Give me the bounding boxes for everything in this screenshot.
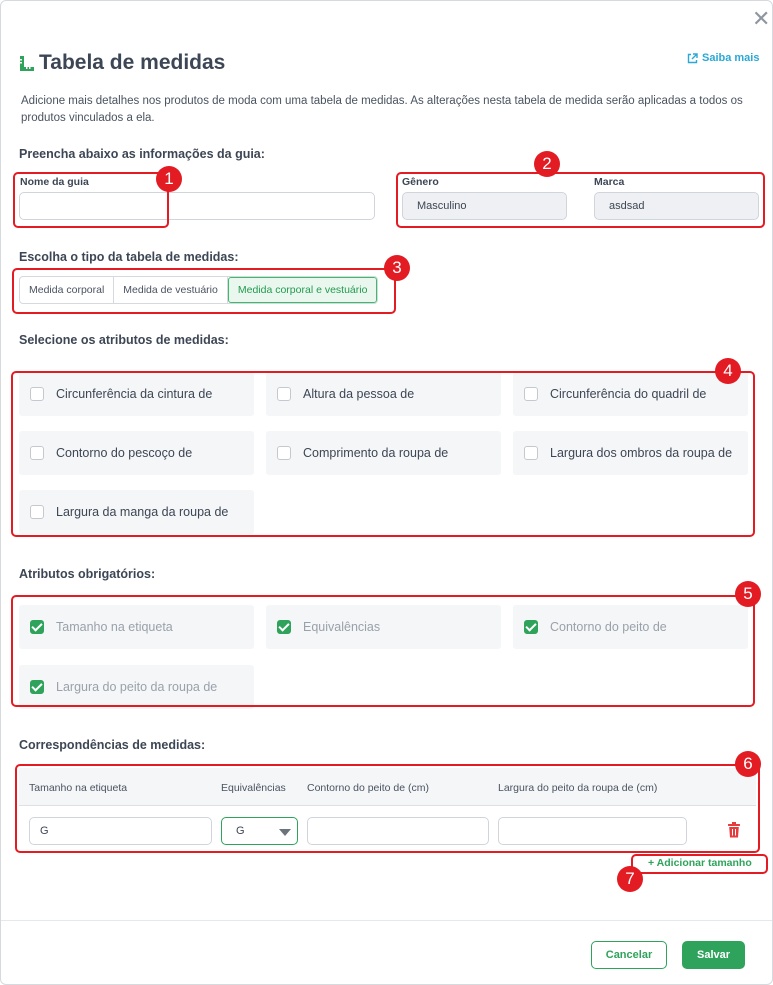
attribute-label: Largura da manga da roupa de	[56, 505, 229, 519]
attribute-label: Circunferência do quadril de	[550, 387, 707, 401]
gender-field: Masculino	[402, 192, 567, 220]
annotation-box-6	[15, 764, 760, 853]
annotation-box-3	[12, 268, 396, 314]
attribute-label: Largura dos ombros da roupa de	[550, 446, 733, 460]
attribute-label: Contorno do peito de	[550, 620, 667, 634]
table-type-option-clothing[interactable]: Medida de vestuário	[114, 277, 228, 303]
cancel-button[interactable]: Cancelar	[591, 941, 667, 969]
footer-divider	[1, 920, 772, 921]
help-link[interactable]	[687, 52, 759, 64]
gender-label: Gênero	[402, 176, 439, 188]
table-type-option-both[interactable]: Medida corporal e vestuário	[228, 277, 378, 303]
add-size-button[interactable]: + Adicionar tamanho	[648, 857, 752, 869]
annotation-marker-7: 7	[617, 866, 643, 892]
guide-name-label: Nome da guia	[20, 176, 89, 188]
external-link-icon	[687, 53, 698, 64]
attribute-label: Circunferência da cintura de	[56, 387, 213, 401]
annotation-marker-1: 1	[156, 166, 182, 192]
annotation-marker-5: 5	[735, 581, 761, 607]
attribute-label: Equivalências	[303, 620, 381, 634]
correspondences-title: Correspondências de medidas:	[19, 738, 206, 752]
annotation-marker-4: 4	[715, 358, 741, 384]
equivalence-value: G	[236, 825, 245, 837]
annotation-marker-6: 6	[735, 751, 761, 777]
guide-info-title: Preencha abaixo as informações da guia:	[19, 147, 265, 161]
size-label-input[interactable]: G	[29, 817, 212, 845]
table-type-title: Escolha o tipo da tabela de medidas:	[19, 250, 239, 264]
column-header: Equivalências	[221, 782, 286, 794]
close-icon[interactable]: ✕	[752, 6, 771, 31]
annotation-box-5	[11, 595, 755, 707]
annotation-marker-2: 2	[534, 151, 560, 177]
attribute-label: Largura do peito da roupa de	[56, 680, 218, 694]
annotation-box-1	[13, 172, 169, 228]
annotation-box-4	[11, 371, 755, 537]
attribute-label: Tamanho na etiqueta	[56, 620, 173, 634]
column-header: Largura do peito da roupa de (cm)	[498, 782, 658, 794]
description: Adicione mais detalhes nos produtos de moda com uma tabela de medidas. As alterações nesta tabela de medida serão aplicadas a todos os produtos vinculados a ela.	[21, 95, 743, 124]
attribute-label: Contorno do pescoço de	[56, 446, 193, 460]
page-title: Tabela de medidas	[39, 51, 226, 74]
ruler-icon	[19, 55, 35, 72]
attribute-label: Altura da pessoa de	[303, 387, 415, 401]
brand-label: Marca	[594, 176, 625, 188]
annotation-marker-3: 3	[384, 255, 410, 281]
required-attributes-title: Atributos obrigatórios:	[19, 567, 156, 581]
brand-field: asdsad	[594, 192, 759, 220]
column-header: Tamanho na etiqueta	[29, 782, 128, 794]
table-type-option-body[interactable]: Medida corporal	[20, 277, 114, 303]
annotation-box-2	[396, 172, 765, 228]
annotation-box-7	[631, 854, 768, 874]
attributes-title: Selecione os atributos de medidas:	[19, 333, 229, 347]
column-header: Contorno do peito de (cm)	[307, 782, 429, 794]
help-link-label: Saiba mais	[702, 52, 760, 64]
attribute-label: Comprimento da roupa de	[303, 446, 449, 460]
save-button[interactable]: Salvar	[682, 941, 745, 969]
